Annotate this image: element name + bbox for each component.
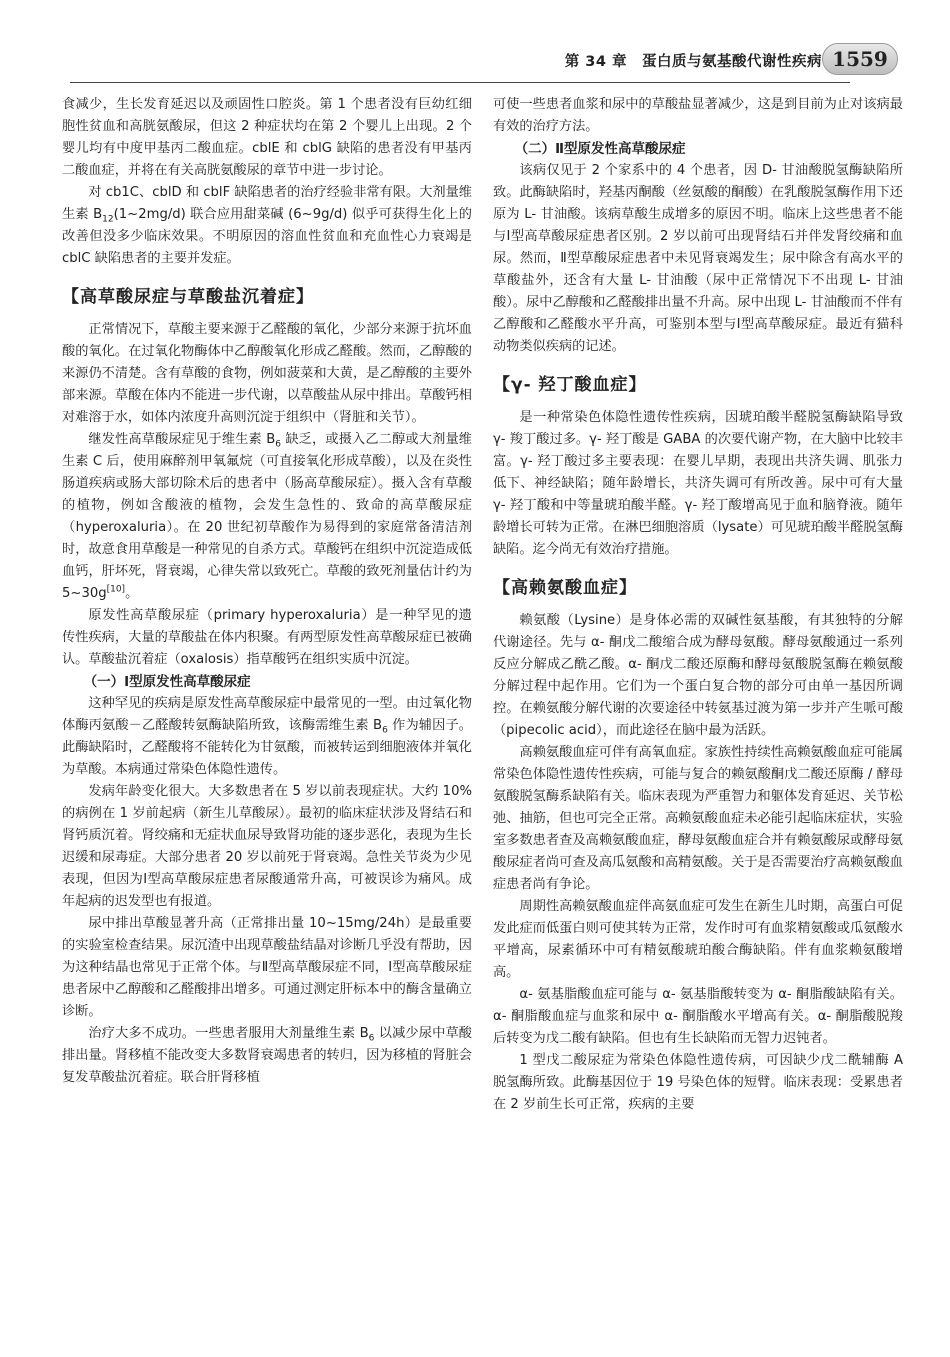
paragraph: 食减少，生长发育延迟以及顽固性口腔炎。第 1 个患者没有巨幼红细胞性贫血和高胱氨酸尿，但这 2 种症状均在第 2 个婴儿上出现。2 个婴儿均有中度甲基丙二酸血症。cblE 和 cblG 缺陷的患者没有甲基丙二酸血症，并将在有关高胱氨酸尿的章节中进一步讨论。 [62, 97, 472, 178]
chapter-title: 第 34 章 蛋白质与氨基酸代谢性疾病 [564, 54, 822, 70]
paragraph: 治疗大多不成功。一些患者服用大剂量维生素 $B_6$ 以减少尿中草酸排出量。肾移植不能改变大多数肾衰竭患者的转归，因为移植的肾脏会复发草酸盐沉着症。联合肝肾移植 [62, 1026, 472, 1085]
subsection-heading: （二）Ⅱ型原发性高草酸尿症 [514, 141, 686, 157]
paragraph: 高赖氨酸血症可伴有高氧血症。家族性持续性高赖氨酸血症可能属常染色体隐性遗传性疾病，可能与复合的赖氨酸酮戊二酸还原酶 / 酵母氨酸脱氢酶系缺陷有关。临床表现为严重智力和躯体发育延迟、关节松弛、抽筋，但也可完全正常。高赖氨酸血症未必能引起临床症状，实验室多数患者查及高赖氨酸血症，酵母氨酸血症合并有赖氨酸尿或酵母氨酸尿症者尚可查及高瓜氨酸和高精氨酸。关于是否需要治疗高赖氨酸血症患者尚有争论。 [493, 745, 903, 892]
paragraph: 发病年龄变化很大。大多数患者在 5 岁以前表现症状。大约 10% 的病例在 1 岁前起病（新生儿草酸尿）。最初的临床症状涉及肾结石和肾钙质沉着。肾绞痛和无症状血尿导致肾功能的逐步恶化，表现为生长迟缓和尿毒症。大部分患者 20 岁以前死于肾衰竭。急性关节炎为少见表现，但因为Ⅰ型高草酸尿症患者尿酸通常升高，可被误诊为痛风。成年起病的迟发型也有报道。 [62, 784, 472, 909]
paragraph: 对 cb1C、cblD 和 cblF 缺陷患者的治疗经验非常有限。大剂量维生素 $B_{12}(1\sim 2mg/d)$ 联合应用甜菜碱 (6~9g/d) 似乎可获得生化上的改善但没多少临床效果。不明原因的溶血性贫血和充血性心力衰竭是 cblC 缺陷患者的主要并发症。 [62, 185, 472, 266]
paragraph: 正常情况下，草酸主要来源于乙醛酸的氧化，少部分来源于抗坏血酸的氧化。在过氧化物酶体中乙醇酸氧化形成乙醛酸。然而，乙醇酸的来源仍不清楚。含有草酸的食物，例如菠菜和大黄，是乙醇酸的主要外部来源。草酸在体内不能进一步代谢，以草酸盐从尿中排出。草酸钙相对难溶于水，如体内浓度升高则沉淀于组织中（肾脏和关节）。 [62, 322, 472, 425]
paragraph: 赖氨酸（Lysine）是身体必需的双碱性氨基酸，有其独特的分解代谢途径。先与 α- 酮戊二酸缩合成为酵母氨酸。酵母氨酸通过一系列反应分解成乙酰乙酸。α- 酮戊二酸还原酶和酵母氨酸脱氢酶在赖氨酸分解过程中起作用。它们为一个蛋白复合物的部分可由单一基因所调控。在赖氨酸分解代谢的次要途径中转氨基过渡为第一步并产生哌可酸（pipecolic acid），而此途径在脑中最为活跃。 [493, 613, 903, 738]
left-column [62, 94, 472, 1089]
section-heading: 【高赖氨酸血症】 [493, 578, 637, 598]
citation: [10] [106, 584, 126, 595]
paragraph: 原发性高草酸尿症（primary hyperoxaluria）是一种罕见的遗传性疾病，大量的草酸盐在体内积聚。有两型原发性高草酸尿症已被确认。草酸盐沉着症（oxalosis）指草酸钙在组织实质中沉淀。 [62, 608, 472, 667]
header-rule [70, 82, 850, 83]
paragraph: 该病仅见于 2 个家系中的 4 个患者，因 D- 甘油酸脱氢酶缺陷所致。此酶缺陷时，羟基丙酮酸（丝氨酸的酮酸）在乳酸脱氢酶作用下还原为 L- 甘油酸。该病草酸生成增多的原因不明。临床上这些患者不能与Ⅰ型高草酸尿症患者区别。2 岁以前可出现肾结石并伴发肾绞痛和血尿。然而，Ⅱ型草酸尿症患者中未见肾衰竭发生；尿中除含有高水平的草酸盐外，还含有大量 L- 甘油酸（尿中正常情况下不出现 L- 甘油酸）。尿中乙醇酸和乙醛酸排出量不升高。尿中出现 L- 甘油酸而不伴有乙醇酸和乙醛酸水平升高，可鉴别本型与Ⅰ型高草酸尿症。最近有猫科动物类似疾病的记述。 [493, 163, 903, 354]
paragraph: 1 型戊二酸尿症为常染色体隐性遗传病，可因缺少戊二酰辅酶 A 脱氢酶所致。此酶基因位于 19 号染色体的短臂。临床表现：受累患者在 2 岁前生长可正常，疾病的主要 [493, 1053, 903, 1112]
subsection-heading: （一）Ⅰ型原发性高草酸尿症 [83, 674, 251, 690]
section-heading: 【高草酸尿症与草酸盐沉着症】 [62, 287, 314, 307]
section-heading: 【γ- 羟丁酸血症】 [493, 375, 647, 395]
paragraph: 周期性高赖氨酸血症伴高氨血症可发生在新生儿时期，高蛋白可促发此症而低蛋白则可使其转为正常，发作时可有血浆精氨酸或瓜氨酸水平增高，尿素循环中可有精氨酸琥珀酸合酶缺陷。伴有血浆赖氨酸增高。 [493, 899, 903, 980]
paragraph: 尿中排出草酸显著升高（正常排出量 10~15mg/24h）是最重要的实验室检查结果。尿沉渣中出现草酸盐结晶对诊断几乎没有帮助，因为这种结晶也常见于正常个体。与Ⅱ型高草酸尿症不同，Ⅰ型高草酸尿症患者尿中乙醇酸和乙醛酸排出增多。可通过测定肝标本中的酶含量确立诊断。 [62, 916, 472, 1019]
page-number: 1559 [822, 43, 898, 75]
paragraph: 是一种常染色体隐性遗传性疾病，因琥珀酸半醛脱氢酶缺陷导致 γ- 羧丁酸过多。γ- 羟丁酸是 GABA 的次要代谢产物，在大脑中比较丰富。γ- 羟丁酸过多主要表现：在婴儿早期，表现出共济失调、肌张力低下、神经缺陷；随年龄增长，共济失调可有所改善。尿中可有大量 γ- 羟丁酸和中等量琥珀酸半醛。γ- 羟丁酸增高见于血和脑脊液。随年龄增长可转为正常。在淋巴细胞溶质（lysate）可见琥珀酸半醛脱氢酶缺陷。迄今尚无有效治疗措施。 [493, 410, 903, 557]
paragraph: α- 氨基脂酸血症可能与 α- 氨基脂酸转变为 α- 酮脂酸缺陷有关。α- 酮脂酸血症与血浆和尿中 α- 酮脂酸水平增高有关。α- 酮脂酸脱羧后转变为戊二酸有缺陷。但也有生长缺陷而无智力迟钝者。 [493, 987, 903, 1046]
paragraph: 这种罕见的疾病是原发性高草酸尿症中最常见的一型。由过氧化物体酶丙氨酸－乙醛酸转氨酶缺陷所致，该酶需维生素 $B_6$ 作为辅因子。此酶缺陷时，乙醛酸将不能转化为甘氨酸，而被转运到细胞液体并氧化为草酸。本病通过常染色体隐性遗传。 [62, 696, 472, 777]
page-header [0, 40, 950, 84]
paragraph: 继发性高草酸尿症见于维生素 $B_6$ 缺乏，或摄入乙二醇或大剂量维生素 C 后，使用麻醉剂甲氧氟烷（可直接氧化形成草酸），以及在炎性肠道疾病或肠大部切除术后的患者中（肠高草酸尿症）。摄入含有草酸的植物，例如含酸液的植物，会发生急性的、致命的高草酸尿症（hyperoxaluria）。在 20 世纪初草酸作为易得到的家庭常备清洁剂时，故意食用草酸是一种常见的自杀方式。草酸钙在组织中沉淀造成低血钙，肝坏死，肾衰竭，心律失常以致死亡。草酸的致死剂量估计约为 5~30g[10]。 [62, 432, 472, 601]
paragraph: 可使一些患者血浆和尿中的草酸盐显著减少，这是到目前为止对该病最有效的治疗方法。 [493, 97, 903, 134]
right-column [493, 94, 903, 1116]
